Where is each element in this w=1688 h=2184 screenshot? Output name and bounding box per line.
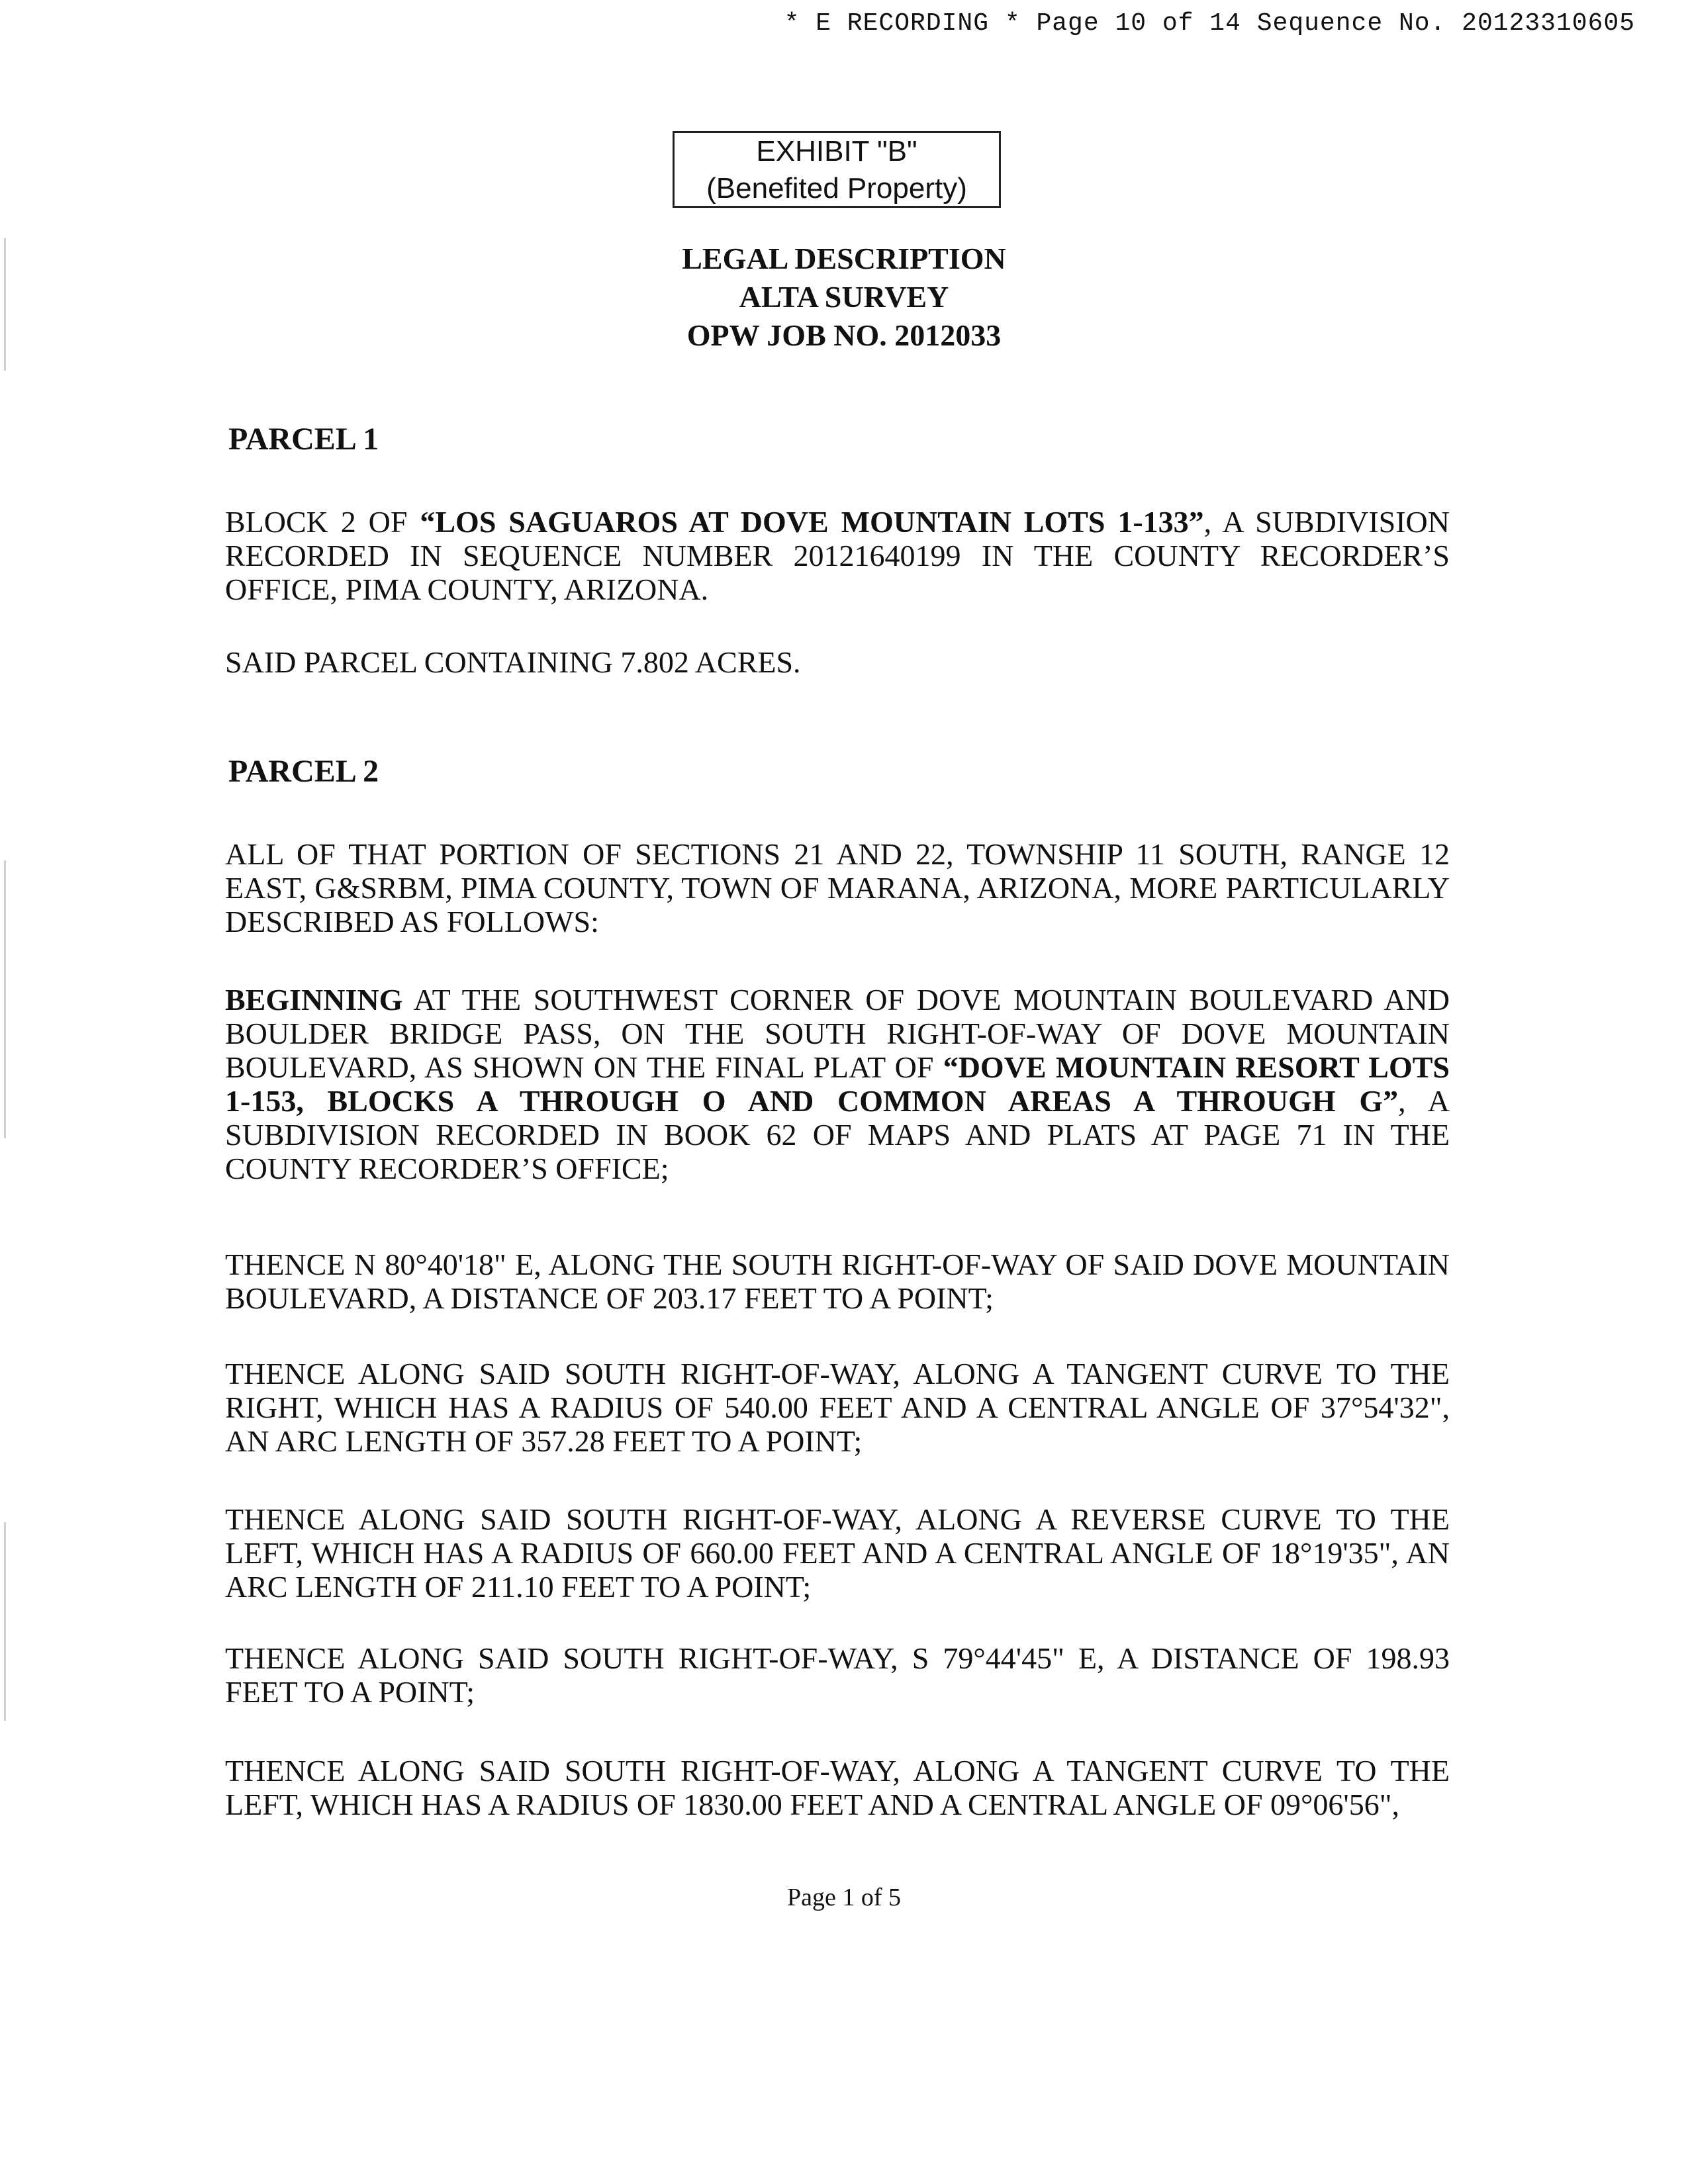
text-run: AT THE SOUTHWEST CORNER OF DOVE MOUNTAIN BOULEVARD AND BOULDER BRIDGE PASS, ON THE SOUTH RIGHT-OF-WAY OF DOVE MOUNTAIN BOULEVARD, AS SHOWN ON THE FINAL PLAT OF (225, 983, 1450, 1084)
heading-line-1: LEGAL DESCRIPTION (682, 242, 1006, 275)
parcel-2-point-of-beginning (225, 983, 1450, 1185)
subdivision-name: “LOS SAGUAROS AT DOVE MOUNTAIN LOTS 1-133” (420, 505, 1204, 539)
parcel-2-title: PARCEL 2 (228, 754, 379, 789)
text-run: , A SUBDIVISION RECORDED IN BOOK 62 OF MAPS AND PLATS AT PAGE 71 IN THE COUNTY RECORDER’S OFFICE; (225, 1084, 1450, 1185)
text-run: BLOCK 2 OF (225, 505, 420, 539)
recording-stamp: * E RECORDING * Page 10 of 14 Sequence No. 20123310605 (784, 9, 1635, 38)
document-heading (0, 240, 1688, 355)
heading-line-2: ALTA SURVEY (739, 280, 949, 314)
course-5: THENCE ALONG SAID SOUTH RIGHT-OF-WAY, ALONG A TANGENT CURVE TO THE LEFT, WHICH HAS A RADIUS OF 1830.00 FEET AND A CENTRAL ANGLE OF 09°06'56", (225, 1754, 1450, 1821)
exhibit-subtitle: (Benefited Property) (706, 172, 967, 205)
exhibit-label-box (673, 131, 1001, 208)
course-1: THENCE N 80°40'18" E, ALONG THE SOUTH RIGHT-OF-WAY OF SAID DOVE MOUNTAIN BOULEVARD, A DISTANCE OF 203.17 FEET TO A POINT; (225, 1248, 1450, 1315)
text-run: , A SUBDIVISION RECORDED IN SEQUENCE NUMBER 20121640199 IN THE COUNTY RECORDER’S OFFICE, PIMA COUNTY, ARIZONA. (225, 505, 1450, 606)
parcel-2-intro: ALL OF THAT PORTION OF SECTIONS 21 AND 22, TOWNSHIP 11 SOUTH, RANGE 12 EAST, G&SRBM, PIMA COUNTY, TOWN OF MARANA, ARIZONA, MORE PARTICULARLY DESCRIBED AS FOLLOWS: (225, 837, 1450, 938)
parcel-1-acreage: SAID PARCEL CONTAINING 7.802 ACRES. (225, 645, 801, 679)
parcel-1-title: PARCEL 1 (228, 422, 379, 457)
course-2: THENCE ALONG SAID SOUTH RIGHT-OF-WAY, ALONG A TANGENT CURVE TO THE RIGHT, WHICH HAS A RADIUS OF 540.00 FEET AND A CENTRAL ANGLE OF 37°54'32", AN ARC LENGTH OF 357.28 FEET TO A POINT; (225, 1357, 1450, 1458)
course-3: THENCE ALONG SAID SOUTH RIGHT-OF-WAY, ALONG A REVERSE CURVE TO THE LEFT, WHICH HAS A RADIUS OF 660.00 FEET AND A CENTRAL ANGLE OF 18°19'35", AN ARC LENGTH OF 211.10 FEET TO A POINT; (225, 1502, 1450, 1604)
plat-name: “DOVE MOUNTAIN RESORT LOTS 1-153, BLOCKS A THROUGH O AND COMMON AREAS A THROUGH G” (225, 1050, 1450, 1118)
parcel-1-description (225, 505, 1450, 606)
heading-line-3: OPW JOB NO. 2012033 (686, 318, 1002, 352)
course-4: THENCE ALONG SAID SOUTH RIGHT-OF-WAY, S 79°44'45" E, A DISTANCE OF 198.93 FEET TO A POINT; (225, 1641, 1450, 1709)
exhibit-title: EXHIBIT "B" (756, 135, 917, 167)
scan-edge-mark (4, 860, 6, 1138)
scan-edge-mark (4, 1522, 6, 1721)
page-number: Page 1 of 5 (786, 1884, 902, 1911)
beginning-keyword: BEGINNING (225, 983, 403, 1017)
